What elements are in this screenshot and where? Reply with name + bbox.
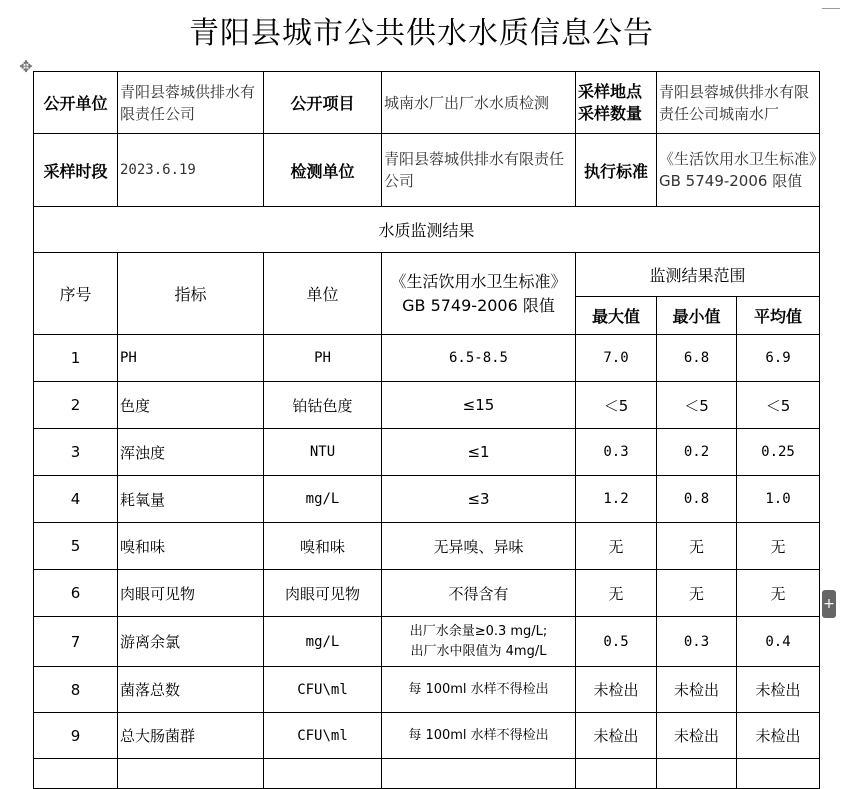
- row-max: 无: [576, 523, 657, 570]
- header-no: 序号: [34, 253, 118, 335]
- row-standard-line1: 出厂水余量≥0.3 mg/L;: [409, 623, 548, 639]
- water-quality-table: [33, 71, 820, 789]
- row-indicator: PH: [118, 335, 264, 382]
- row-min: 0.2: [657, 429, 737, 476]
- row-no: 6: [34, 570, 118, 617]
- row-max: 无: [576, 570, 657, 617]
- partial-cell: [264, 759, 382, 789]
- row-avg: ＜5: [737, 382, 820, 429]
- table-row-partial: [34, 759, 820, 789]
- row-max: ＜5: [576, 382, 657, 429]
- header-standard: [382, 253, 576, 335]
- item-label: 公开项目: [264, 72, 382, 134]
- table-row: [34, 570, 820, 617]
- row-avg: 0.25: [737, 429, 820, 476]
- row-standard: 6.5-8.5: [382, 335, 576, 382]
- row-no: 5: [34, 523, 118, 570]
- header-standard-line2: GB 5749-2006 限值: [402, 295, 555, 315]
- row-max: 1.2: [576, 476, 657, 523]
- row-standard: 每 100ml 水样不得检出: [382, 667, 576, 713]
- row-indicator: 肉眼可见物: [118, 570, 264, 617]
- header-indicator: 指标: [118, 253, 264, 335]
- row-min: 未检出: [657, 667, 737, 713]
- page-title: 青阳县城市公共供水水质信息公告: [189, 16, 654, 51]
- row-min: 无: [657, 570, 737, 617]
- row-unit: CFU\ml: [264, 713, 382, 759]
- header-unit: 单位: [264, 253, 382, 335]
- lab-value: 青阳县蓉城供排水有限责任公司: [382, 134, 576, 207]
- row-indicator: 菌落总数: [118, 667, 264, 713]
- row-avg: 未检出: [737, 713, 820, 759]
- table-row: [34, 713, 820, 759]
- partial-cell: [737, 759, 820, 789]
- row-min: ＜5: [657, 382, 737, 429]
- site-label: 采样地点采样数量: [576, 72, 657, 134]
- row-standard: ≤1: [382, 429, 576, 476]
- row-unit: NTU: [264, 429, 382, 476]
- row-indicator: 耗氧量: [118, 476, 264, 523]
- row-max: 0.5: [576, 617, 657, 667]
- partial-cell: [657, 759, 737, 789]
- row-min: 0.8: [657, 476, 737, 523]
- time-value: 2023.6.19: [118, 134, 264, 207]
- unit-label: 公开单位: [34, 72, 118, 134]
- row-unit: CFU\ml: [264, 667, 382, 713]
- std-label: 执行标准: [576, 134, 657, 207]
- table-move-handle-icon[interactable]: ✥: [19, 57, 33, 76]
- site-value: 青阳县蓉城供排水有限责任公司城南水厂: [657, 72, 820, 134]
- table-row: [34, 523, 820, 570]
- plus-icon[interactable]: +: [822, 590, 836, 618]
- table-row: [34, 382, 820, 429]
- row-indicator: 总大肠菌群: [118, 713, 264, 759]
- row-min: 未检出: [657, 713, 737, 759]
- row-no: 8: [34, 667, 118, 713]
- table-row: [34, 335, 820, 382]
- row-avg: 无: [737, 570, 820, 617]
- partial-cell: [34, 759, 118, 789]
- row-max: 7.0: [576, 335, 657, 382]
- header-range: 监测结果范围: [576, 253, 820, 297]
- header-min: 最小值: [657, 297, 737, 335]
- row-indicator: 浑浊度: [118, 429, 264, 476]
- time-label: 采样时段: [34, 134, 118, 207]
- section-title: 水质监测结果: [34, 207, 820, 253]
- row-no: 1: [34, 335, 118, 382]
- partial-cell: [576, 759, 657, 789]
- row-standard-line2: 出厂水中限值为 4mg/L: [410, 643, 547, 659]
- row-avg: 0.4: [737, 617, 820, 667]
- row-standard: 每 100ml 水样不得检出: [382, 713, 576, 759]
- row-indicator: 嗅和味: [118, 523, 264, 570]
- row-avg: 未检出: [737, 667, 820, 713]
- row-standard: 不得含有: [382, 570, 576, 617]
- row-unit: mg/L: [264, 617, 382, 667]
- row-unit: 嗅和味: [264, 523, 382, 570]
- partial-cell: [118, 759, 264, 789]
- lab-label: 检测单位: [264, 134, 382, 207]
- row-unit: 肉眼可见物: [264, 570, 382, 617]
- table-row: [34, 617, 820, 667]
- section-row: [34, 207, 820, 253]
- header-max: 最大值: [576, 297, 657, 335]
- row-avg: 无: [737, 523, 820, 570]
- row-no: 3: [34, 429, 118, 476]
- table-row: [34, 476, 820, 523]
- header-avg: 平均值: [737, 297, 820, 335]
- row-no: 9: [34, 713, 118, 759]
- info-row-2: [34, 134, 820, 207]
- partial-cell: [382, 759, 576, 789]
- row-indicator: 游离余氯: [118, 617, 264, 667]
- row-standard: 无异嗅、异味: [382, 523, 576, 570]
- row-max: 未检出: [576, 713, 657, 759]
- row-avg: 1.0: [737, 476, 820, 523]
- row-no: 2: [34, 382, 118, 429]
- header-row-1: [34, 253, 820, 297]
- std-value: 《生活饮用水卫生标准》GB 5749-2006 限值: [657, 134, 820, 207]
- margin-corner-mark: [822, 8, 840, 10]
- row-unit: mg/L: [264, 476, 382, 523]
- info-row-1: [34, 72, 820, 134]
- row-standard: ≤3: [382, 476, 576, 523]
- row-no: 4: [34, 476, 118, 523]
- table-row: [34, 667, 820, 713]
- unit-value: 青阳县蓉城供排水有限责任公司: [118, 72, 264, 134]
- row-no: 7: [34, 617, 118, 667]
- row-min: 无: [657, 523, 737, 570]
- row-max: 未检出: [576, 667, 657, 713]
- row-unit: 铂钴色度: [264, 382, 382, 429]
- row-max: 0.3: [576, 429, 657, 476]
- row-standard: ≤15: [382, 382, 576, 429]
- row-min: 0.3: [657, 617, 737, 667]
- row-min: 6.8: [657, 335, 737, 382]
- row-standard: [382, 617, 576, 667]
- header-standard-line1: 《生活饮用水卫生标准》: [390, 271, 567, 291]
- table-row: [34, 429, 820, 476]
- row-avg: 6.9: [737, 335, 820, 382]
- row-unit: PH: [264, 335, 382, 382]
- item-value: 城南水厂出厂水水质检测: [382, 72, 576, 134]
- row-indicator: 色度: [118, 382, 264, 429]
